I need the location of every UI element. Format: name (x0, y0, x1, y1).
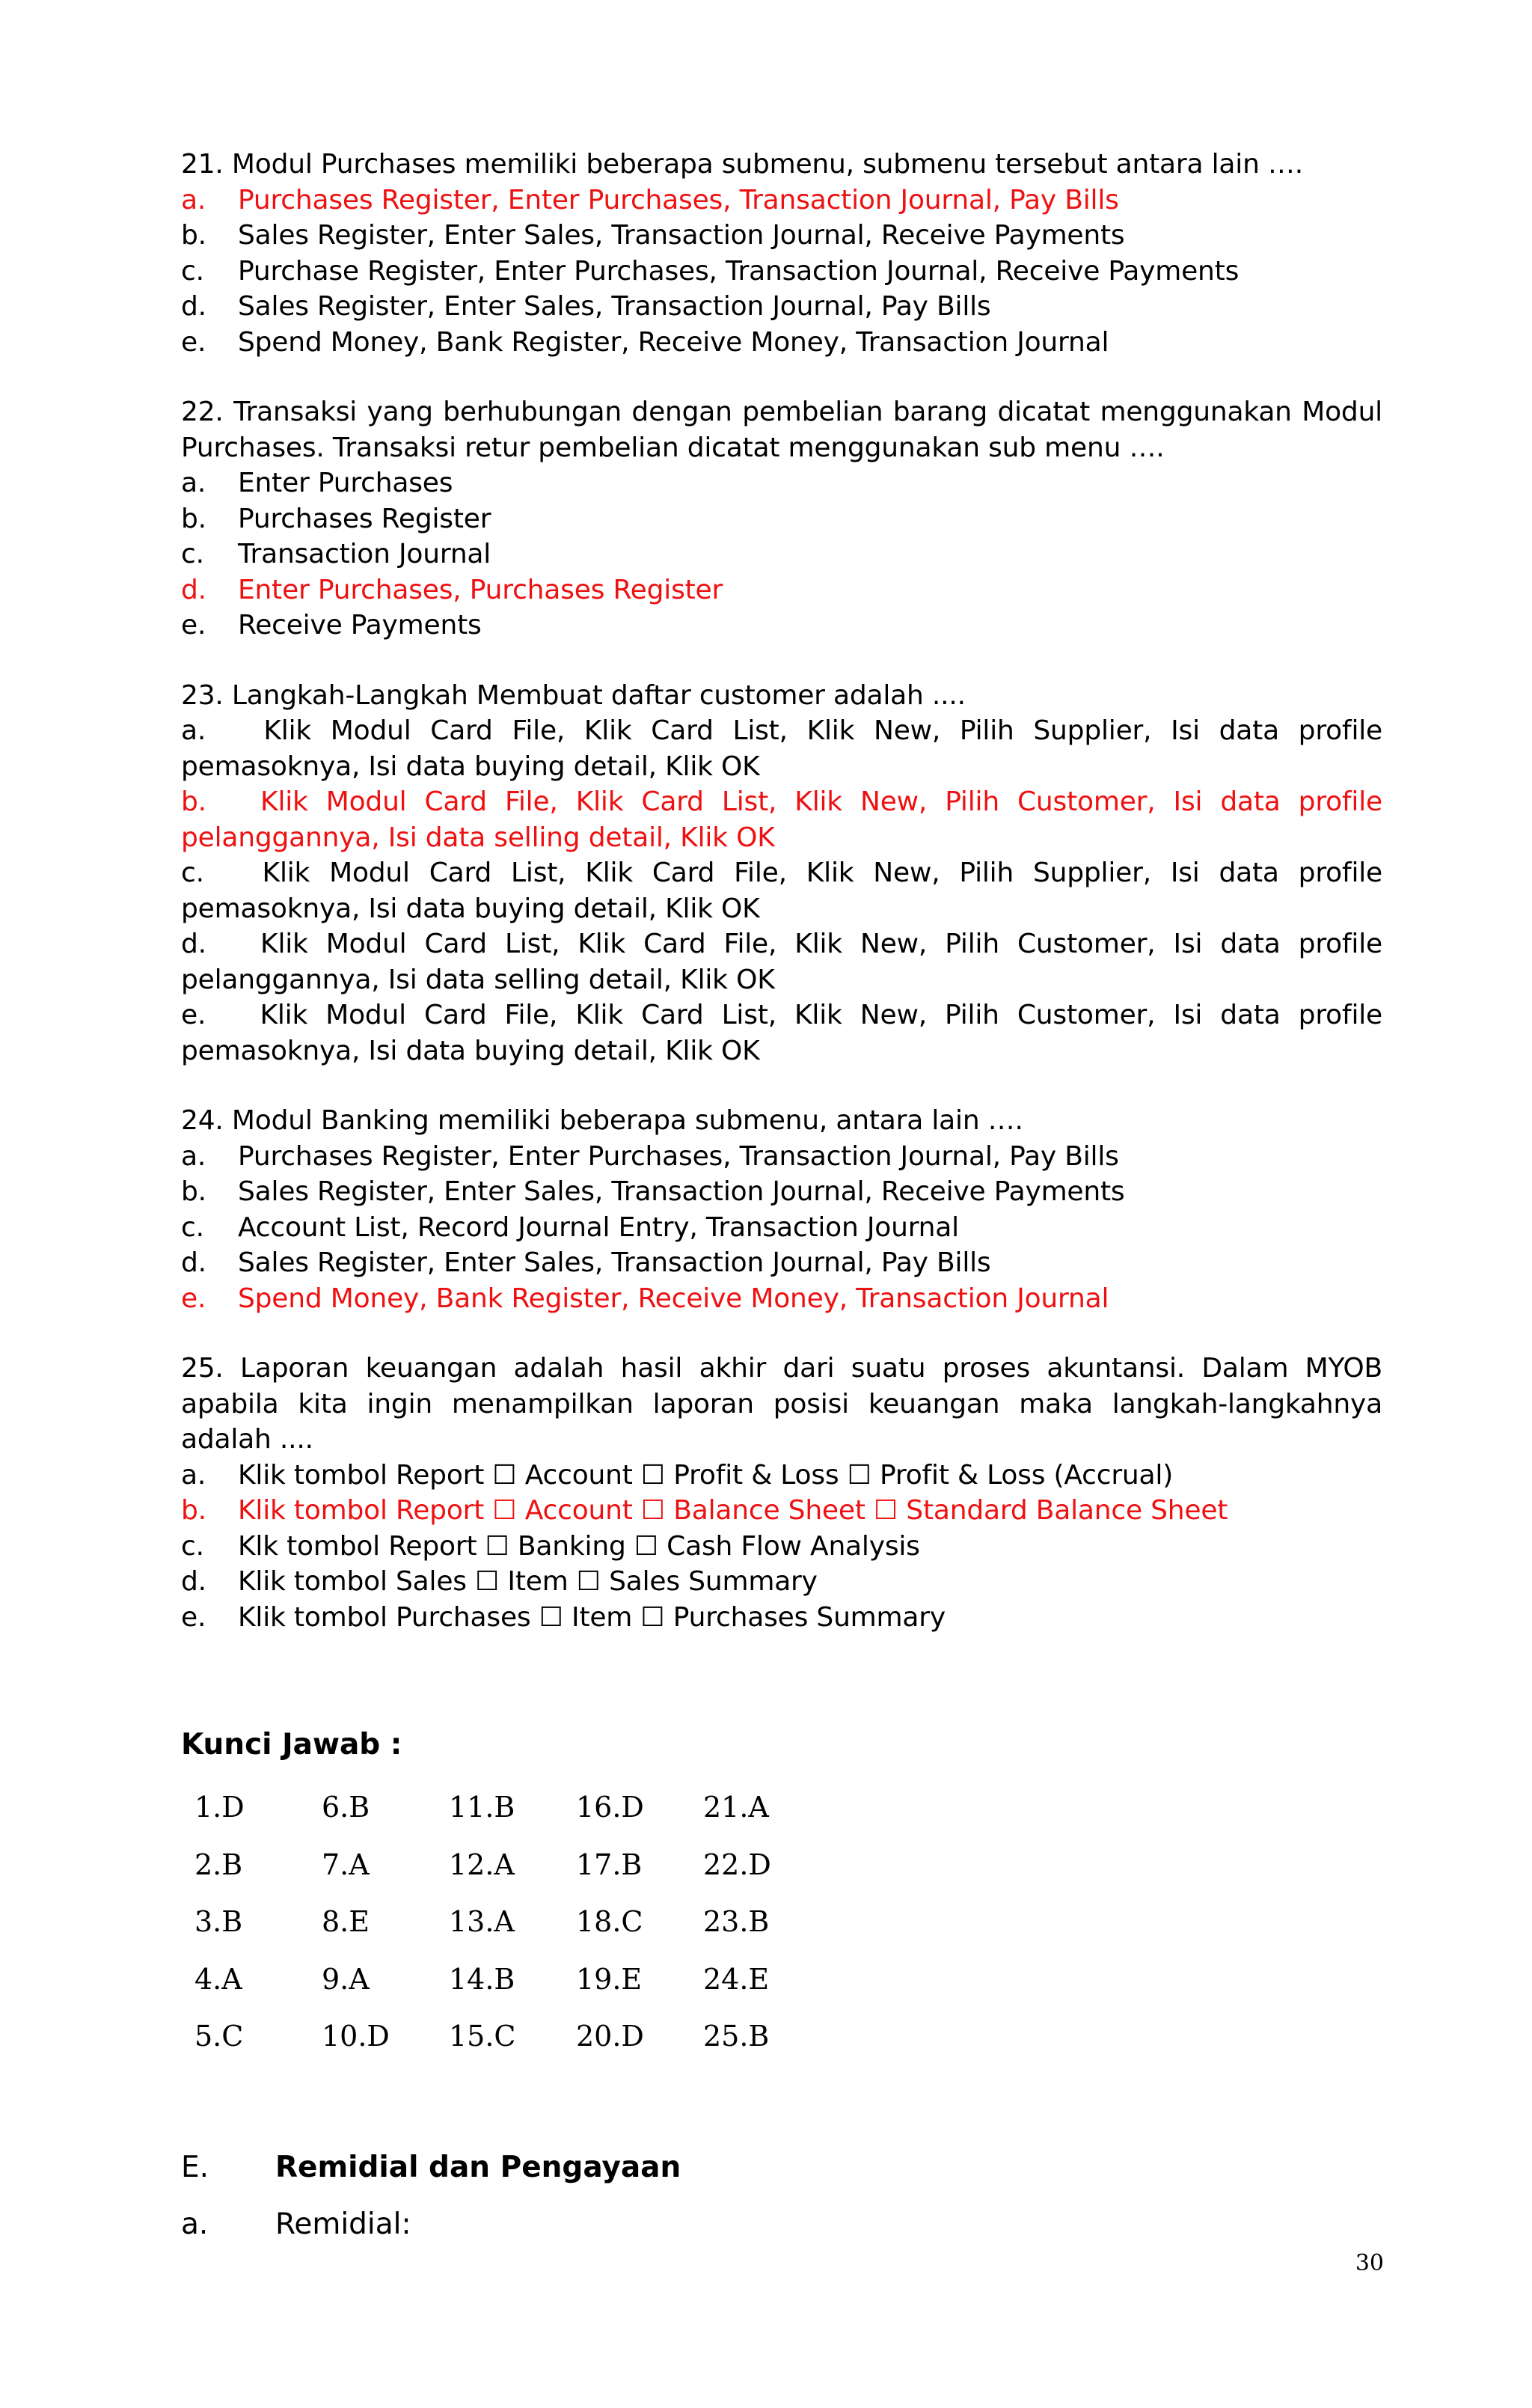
option-label: e. (181, 1000, 206, 1030)
question-23 (181, 678, 1382, 1069)
option-c (181, 1210, 1382, 1246)
table-row (194, 1893, 830, 1951)
option-label: a. (181, 1140, 206, 1172)
page-number: 30 (1355, 2250, 1384, 2276)
option-label: e. (181, 326, 206, 358)
option-label: c. (181, 1530, 204, 1562)
question-22 (181, 394, 1382, 644)
option-label: a. (181, 715, 206, 746)
answer-cell: 16.D (576, 1791, 644, 1824)
question-stem: 24. Modul Banking memiliki beberapa submenu, antara lain …. (181, 1105, 1023, 1136)
option-d (181, 1245, 1382, 1281)
answer-cell: 10.D (322, 2020, 390, 2053)
answer-cell: 6.B (322, 1791, 370, 1824)
answer-cell: 12.A (449, 1848, 515, 1881)
question-stem: 25. Laporan keuangan adalah hasil akhir dari suatu proses akuntansi. Dalam MYOB apabila kita ingin menampilkan laporan posisi keuangan maka langkah-langkahnya adalah .... (181, 1353, 1382, 1455)
option-label: d. (181, 929, 206, 959)
option-text: Spend Money, Bank Register, Receive Money, Transaction Journal (238, 1283, 1109, 1314)
section-heading (181, 2149, 1382, 2187)
option-c (181, 537, 1382, 572)
option-label: a. (181, 1459, 206, 1491)
question-stem: 22. Transaksi yang berhubungan dengan pembelian barang dicatat menggunakan Modul Purchases. Transaksi retur pembelian dicatat menggunakan sub menu …. (181, 397, 1382, 463)
option-d (181, 926, 1382, 997)
option-e (181, 997, 1382, 1069)
document-page (181, 147, 1382, 2243)
option-d (181, 1564, 1382, 1600)
option-text: Sales Register, Enter Sales, Transaction Journal, Pay Bills (238, 291, 991, 322)
option-label: c. (181, 539, 204, 569)
question-21 (181, 147, 1382, 360)
option-d-correct (181, 572, 1382, 608)
section-title: Remidial dan Pengayaan (275, 2150, 681, 2184)
option-text: Klk tombol Report ☐ Banking ☐ Cash Flow Analysis (238, 1530, 920, 1562)
option-a-correct (181, 183, 1382, 219)
option-text: Klik tombol Report ☐ Account ☐ Profit & Loss ☐ Profit & Loss (Accrual) (238, 1459, 1174, 1491)
option-text: Klik Modul Card List, Klik Card File, Klik New, Pilih Customer, Isi data profile pelanggannya, Isi data selling detail, Klik OK (181, 929, 1382, 995)
answer-cell: 18.C (576, 1905, 643, 1939)
table-row (194, 1779, 830, 1836)
question-25 (181, 1351, 1382, 1635)
answer-cell: 9.A (322, 1962, 370, 1996)
option-text: Sales Register, Enter Sales, Transaction Journal, Pay Bills (238, 1247, 991, 1278)
answer-key-title: Kunci Jawab : (181, 1728, 402, 1761)
option-text: Sales Register, Enter Sales, Transaction Journal, Receive Payments (238, 1176, 1125, 1207)
option-label: a. (181, 468, 206, 498)
option-text: Klik Modul Card File, Klik Card List, Klik New, Pilih Supplier, Isi data profile pemasoknya, Isi data buying detail, Klik OK (181, 715, 1382, 782)
answer-cell: 8.E (322, 1905, 370, 1939)
option-label: e. (181, 1601, 206, 1633)
answer-cell: 23.B (703, 1905, 770, 1939)
option-text: Purchases Register, Enter Purchases, Transaction Journal, Pay Bills (238, 1140, 1119, 1172)
option-label: c. (181, 255, 204, 287)
table-row (194, 1951, 830, 2008)
option-text: Klik Modul Card File, Klik Card List, Klik New, Pilih Customer, Isi data profile pemasoknya, Isi data buying detail, Klik OK (181, 1000, 1382, 1066)
option-text: Purchases Register, Enter Purchases, Transaction Journal, Pay Bills (238, 184, 1119, 216)
option-a (181, 1139, 1382, 1175)
subsection-title: Remidial: (275, 2207, 411, 2241)
option-label: d. (181, 1247, 206, 1278)
option-text: Enter Purchases, Purchases Register (238, 574, 723, 605)
option-label: c. (181, 1211, 204, 1243)
answer-cell: 7.A (322, 1848, 370, 1881)
option-label: a. (181, 184, 206, 216)
option-label: b. (181, 220, 206, 251)
answer-cell: 11.B (449, 1791, 515, 1824)
option-text: Sales Register, Enter Sales, Transaction Journal, Receive Payments (238, 220, 1125, 251)
option-d (181, 289, 1382, 325)
answer-cell: 15.C (449, 2020, 516, 2053)
option-label: d. (181, 574, 206, 605)
option-text: Enter Purchases (238, 468, 453, 498)
question-stem: 23. Langkah-Langkah Membuat daftar customer adalah .... (181, 679, 966, 711)
answer-cell: 21.A (703, 1791, 769, 1824)
option-c (181, 254, 1382, 290)
option-a (181, 713, 1382, 784)
option-label: b. (181, 786, 206, 817)
option-e (181, 608, 1382, 644)
answer-cell: 4.A (194, 1962, 242, 1996)
option-b (181, 1174, 1382, 1210)
answer-cell: 24.E (703, 1962, 770, 1996)
option-text: Purchases Register (238, 503, 491, 534)
option-label: b. (181, 1495, 206, 1526)
option-text: Klik Modul Card File, Klik Card List, Klik New, Pilih Customer, Isi data profile pelanggannya, Isi data selling detail, Klik OK (181, 786, 1382, 853)
answer-cell: 3.B (194, 1905, 243, 1939)
option-e-correct (181, 1281, 1382, 1317)
answer-cell: 17.B (576, 1848, 643, 1881)
option-text: Receive Payments (238, 610, 482, 641)
section-label: E. (181, 2150, 209, 2184)
option-label: c. (181, 858, 204, 888)
option-text: Purchase Register, Enter Purchases, Transaction Journal, Receive Payments (238, 255, 1240, 287)
answer-cell: 19.E (576, 1962, 643, 1996)
option-text: Spend Money, Bank Register, Receive Money, Transaction Journal (238, 326, 1109, 358)
option-text: Klik tombol Report ☐ Account ☐ Balance Sheet ☐ Standard Balance Sheet (238, 1495, 1228, 1526)
answer-cell: 13.A (449, 1905, 515, 1939)
option-label: e. (181, 1283, 206, 1314)
option-e (181, 325, 1382, 361)
option-label: b. (181, 503, 206, 534)
subsection-label: a. (181, 2207, 209, 2241)
option-a (181, 1458, 1382, 1494)
answer-cell: 2.B (194, 1848, 243, 1881)
answer-cell: 25.B (703, 2020, 770, 2053)
option-e (181, 1600, 1382, 1636)
option-text: Klik tombol Purchases ☐ Item ☐ Purchases Summary (238, 1601, 946, 1633)
answer-cell: 20.D (576, 2020, 644, 2053)
answer-cell: 1.D (194, 1791, 245, 1824)
option-label: e. (181, 610, 206, 641)
subsection-heading (181, 2206, 1382, 2243)
option-b (181, 501, 1382, 537)
option-text: Klik tombol Sales ☐ Item ☐ Sales Summary (238, 1566, 818, 1597)
option-b-correct (181, 784, 1382, 855)
option-c (181, 1529, 1382, 1565)
option-b-correct (181, 1493, 1382, 1529)
option-text: Account List, Record Journal Entry, Transaction Journal (238, 1211, 959, 1243)
option-c (181, 855, 1382, 926)
answer-cell: 22.D (703, 1848, 771, 1881)
answer-cell: 14.B (449, 1962, 515, 1996)
option-label: b. (181, 1176, 206, 1207)
option-text: Klik Modul Card List, Klik Card File, Klik New, Pilih Supplier, Isi data profile pemasoknya, Isi data buying detail, Klik OK (181, 858, 1382, 924)
answer-key-table (194, 1779, 830, 2065)
option-text: Transaction Journal (238, 539, 491, 569)
table-row (194, 2008, 830, 2065)
table-row (194, 1836, 830, 1894)
answer-cell: 5.C (194, 2020, 244, 2053)
question-24 (181, 1103, 1382, 1316)
option-label: d. (181, 291, 206, 322)
option-label: d. (181, 1566, 206, 1597)
option-a (181, 465, 1382, 501)
option-b (181, 218, 1382, 254)
question-stem: 21. Modul Purchases memiliki beberapa submenu, submenu tersebut antara lain …. (181, 149, 1303, 180)
